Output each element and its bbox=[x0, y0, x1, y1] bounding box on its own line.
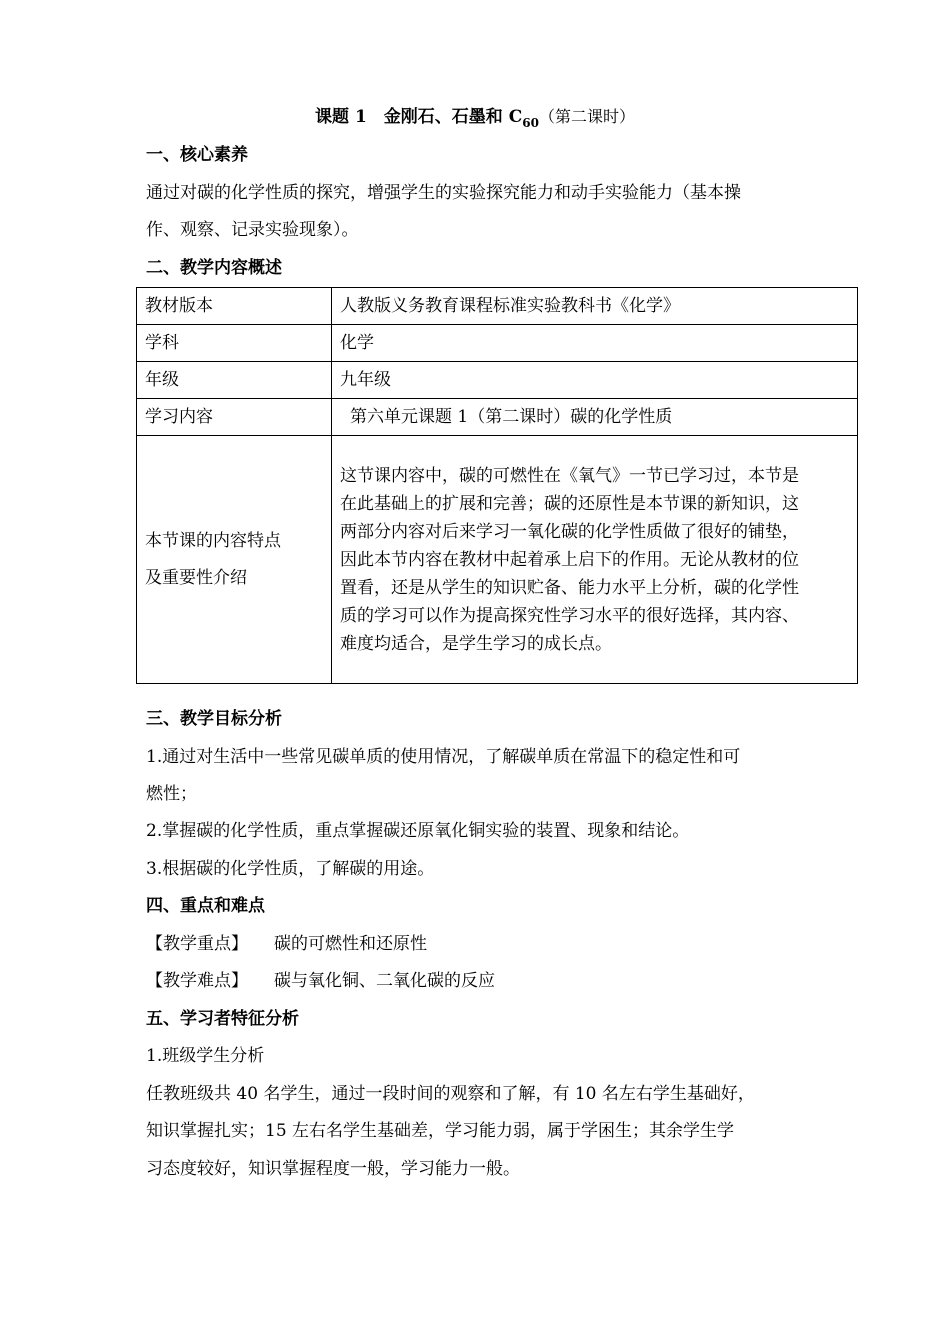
key-point-text: 碳的可燃性和还原性 bbox=[274, 934, 427, 954]
table-key: 年级 bbox=[137, 362, 332, 399]
table-row bbox=[137, 362, 858, 399]
section-heading-core-literacy: 一、核心素养 bbox=[146, 145, 248, 165]
table-row bbox=[137, 288, 858, 325]
description-line: 这节课内容中，碳的可燃性在《氧气》一节已学习过，本节是 bbox=[340, 465, 799, 486]
title-note: （第二课时） bbox=[538, 107, 635, 126]
table-key: 学习内容 bbox=[137, 399, 332, 436]
title-subscript: 60 bbox=[522, 116, 539, 130]
paragraph-line: 燃性； bbox=[146, 784, 197, 804]
table-value: 九年级 bbox=[332, 362, 858, 399]
table-key-line: 本节课的内容特点 bbox=[145, 530, 281, 551]
table-value: 化学 bbox=[332, 325, 858, 362]
section-heading-key-points: 四、重点和难点 bbox=[146, 896, 265, 916]
section-heading-objectives: 三、教学目标分析 bbox=[146, 709, 282, 729]
section-heading-learner-analysis: 五、学习者特征分析 bbox=[146, 1009, 299, 1029]
content-overview-table bbox=[136, 287, 858, 684]
table-value: 第六单元课题 1（第二课时）碳的化学性质 bbox=[332, 399, 858, 436]
description-line: 置看，还是从学生的知识贮备、能力水平上分析，碳的化学性 bbox=[340, 577, 799, 598]
description-line: 在此基础上的扩展和完善；碳的还原性是本节课的新知识，这 bbox=[340, 493, 799, 514]
table-key: 学科 bbox=[137, 325, 332, 362]
difficulty-label: 【教学难点】 bbox=[146, 971, 248, 991]
table-row bbox=[137, 436, 858, 684]
description-line: 两部分内容对后来学习一氧化碳的化学性质做了很好的铺垫， bbox=[340, 521, 799, 542]
table-row bbox=[137, 399, 858, 436]
key-point-label: 【教学重点】 bbox=[146, 934, 248, 954]
paragraph-line: 1.通过对生活中一些常见碳单质的使用情况，了解碳单质在常温下的稳定性和可 bbox=[146, 747, 741, 767]
paragraph-line: 习态度较好，知识掌握程度一般，学习能力一般。 bbox=[146, 1159, 520, 1179]
lesson-title bbox=[0, 102, 950, 138]
difficulty-line bbox=[146, 967, 495, 995]
paragraph-line: 通过对碳的化学性质的探究，增强学生的实验探究能力和动手实验能力（基本操 bbox=[146, 183, 741, 203]
paragraph-line: 3.根据碳的化学性质，了解碳的用途。 bbox=[146, 859, 435, 879]
paragraph-line: 知识掌握扎实；15 左右名学生基础差，学习能力弱，属于学困生；其余学生学 bbox=[146, 1121, 735, 1141]
description-line: 质的学习可以作为提高探究性学习水平的很好选择，其内容、 bbox=[340, 605, 799, 626]
difficulty-text: 碳与氧化铜、二氧化碳的反应 bbox=[274, 971, 495, 991]
table-key-line: 及重要性介绍 bbox=[145, 567, 247, 588]
table-row bbox=[137, 325, 858, 362]
table-key: 教材版本 bbox=[137, 288, 332, 325]
key-point-line bbox=[146, 930, 427, 958]
table-key bbox=[137, 436, 332, 684]
description-line: 难度均适合，是学生学习的成长点。 bbox=[340, 633, 612, 654]
table-value: 人教版义务教育课程标准实验教科书《化学》 bbox=[332, 288, 858, 325]
paragraph-line: 任教班级共 40 名学生，通过一段时间的观察和了解，有 10 名左右学生基础好， bbox=[146, 1084, 755, 1104]
title-main: 课题 1 金刚石、石墨和 C bbox=[315, 107, 523, 127]
section-heading-content-overview: 二、教学内容概述 bbox=[146, 258, 282, 278]
paragraph-line: 2.掌握碳的化学性质，重点掌握碳还原氧化铜实验的装置、现象和结论。 bbox=[146, 821, 690, 841]
table-value-description bbox=[332, 436, 858, 684]
description-line: 因此本节内容在教材中起着承上启下的作用。无论从教材的位 bbox=[340, 549, 799, 570]
paragraph-line: 作、观察、记录实验现象）。 bbox=[146, 220, 359, 240]
paragraph-line: 1.班级学生分析 bbox=[146, 1046, 265, 1066]
